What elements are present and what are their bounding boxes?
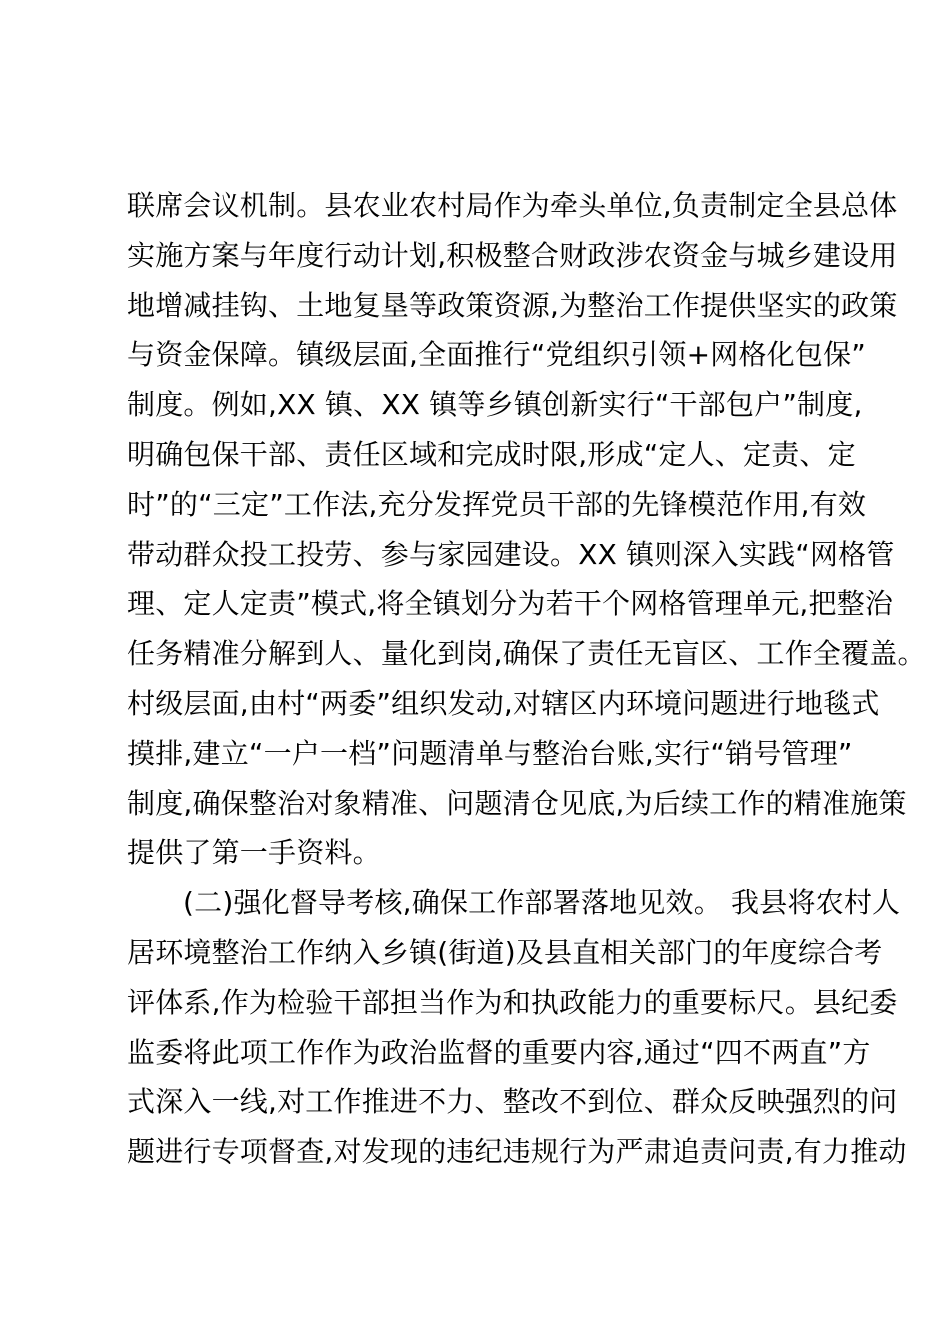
text-line: 居环境整治工作纳入乡镇(街道)及县直相关部门的年度综合考 [127,935,883,969]
text-line: 监委将此项工作作为政治监督的重要内容,通过“四不两直”方 [127,1035,871,1069]
text-line: 地增减挂钩、土地复垦等政策资源,为整治工作提供坚实的政策 [127,288,898,322]
text-line: 制度。例如,XX 镇、XX 镇等乡镇创新实行“干部包户”制度, [127,388,863,422]
text-line: 理、定人定责”模式,将全镇划分为若干个网格管理单元,把整治 [127,587,894,621]
text-line: 制度,确保整治对象精准、问题清仓见底,为后续工作的精准施策 [127,786,907,820]
text-line: 摸排,建立“一户一档”问题清单与整治台账,实行“销号管理” [127,736,853,770]
text-line: 村级层面,由村“两委”组织发动,对辖区内环境问题进行地毯式 [127,686,880,720]
text-line: 评体系,作为检验干部担当作为和执政能力的重要标尺。县纪委 [127,985,898,1019]
text-line: 带动群众投工投劳、参与家园建设。XX 镇则深入实践“网格管 [127,537,895,571]
text-line: 实施方案与年度行动计划,积极整合财政涉农资金与城乡建设用 [127,238,898,272]
text-line: 提供了第一手资料。 [127,836,381,870]
body-text [127,181,926,1177]
text-line: 式深入一线,对工作推进不力、整改不到位、群众反映强烈的问 [127,1085,898,1119]
text-line: 与资金保障。镇级层面,全面推行“党组织引领+网格化包保” [127,338,866,372]
section-heading-line: (二)强化督导考核,确保工作部署落地见效。 我县将农村人 [183,886,901,920]
text-line: 任务精准分解到人、量化到岗,确保了责任无盲区、工作全覆盖。 [127,637,926,671]
text-line: 明确包保干部、责任区域和完成时限,形成“定人、定责、定 [127,437,856,471]
text-line: 时”的“三定”工作法,充分发挥党员干部的先锋模范作用,有效 [127,487,867,521]
text-line: 题进行专项督查,对发现的违纪违规行为严肃追责问责,有力推动 [127,1135,907,1169]
text-line: 联席会议机制。县农业农村局作为牵头单位,负责制定全县总体 [127,189,898,222]
